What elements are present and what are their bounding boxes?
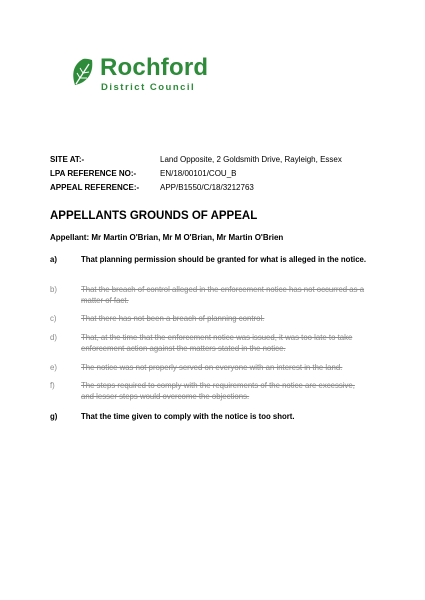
ground-letter: e) xyxy=(50,363,57,372)
ground-f xyxy=(50,380,370,402)
ground-g xyxy=(50,411,370,422)
ground-d xyxy=(50,332,370,354)
ground-text: That there has not been a breach of planning control. xyxy=(81,314,265,323)
info-label: SITE AT:- xyxy=(50,155,85,164)
ground-e xyxy=(50,362,370,373)
ground-letter: d) xyxy=(50,333,57,342)
info-value: EN/18/00101/COU_B xyxy=(160,169,237,178)
ground-a xyxy=(50,254,370,265)
logo-name: Rochford xyxy=(100,54,209,81)
info-row-appeal-reference xyxy=(50,181,342,195)
ground-text: The steps required to comply with the requirements of the notice are excessive, and lesser steps would overcome the objections. xyxy=(81,381,355,401)
ground-letter: b) xyxy=(50,285,57,294)
ground-text: That, at the time that the enforcement notice was issued, it was too late to take enforcement action against the matters stated in the notice. xyxy=(81,333,353,353)
info-value: Land Opposite, 2 Goldsmith Drive, Rayleigh, Essex xyxy=(160,155,342,164)
ground-text: That planning permission should be granted for what is alleged in the notice. xyxy=(81,255,367,264)
page-heading: APPELLANTS GROUNDS OF APPEAL xyxy=(50,210,258,222)
ground-text: That the breach of control alleged in the enforcement notice has not occurred as a matter of fact. xyxy=(81,285,365,305)
info-row-lpa-reference xyxy=(50,167,342,181)
appeal-info xyxy=(50,153,342,195)
ground-letter: g) xyxy=(50,412,58,421)
ground-text: That the time given to comply with the notice is too short. xyxy=(81,412,295,421)
ground-letter: c) xyxy=(50,314,57,323)
info-value: APP/B1550/C/18/3212763 xyxy=(160,183,254,192)
ground-c xyxy=(50,313,370,324)
ground-letter: a) xyxy=(50,255,57,264)
ground-b xyxy=(50,284,370,306)
info-row-site xyxy=(50,153,342,167)
ground-letter: f) xyxy=(50,381,55,390)
ground-text: The notice was not properly served on everyone with an interest in the land. xyxy=(81,363,343,372)
leaf-icon xyxy=(70,58,96,88)
info-label: APPEAL REFERENCE:- xyxy=(50,183,140,192)
info-label: LPA REFERENCE NO:- xyxy=(50,169,137,178)
council-logo xyxy=(70,56,230,96)
logo-subtitle: District Council xyxy=(101,82,196,93)
appellant-line: Appellant: Mr Martin O'Brian, Mr M O'Brian, Mr Martin O'Brien xyxy=(50,233,284,242)
